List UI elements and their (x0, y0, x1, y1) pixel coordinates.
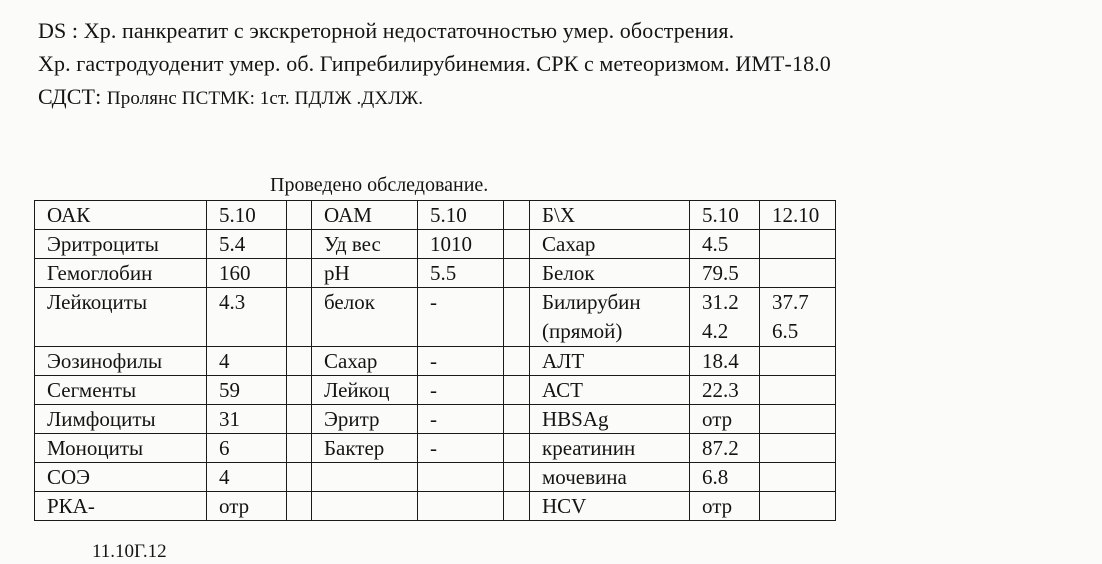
table-cell: 31 (207, 405, 287, 434)
table-cell: Эритроциты (35, 230, 207, 259)
table-cell: АЛТ (530, 347, 690, 376)
table-cell: 22.3 (690, 376, 760, 405)
table-cell: pH (312, 259, 418, 288)
table-cell: отр (207, 492, 287, 521)
table-cell: Эритр (312, 405, 418, 434)
table-cell (312, 463, 418, 492)
diagnosis-line-3-rest: Пролянс ПСТМК: 1ст. ПДЛЖ .ДХЛЖ. (106, 88, 424, 109)
table-cell: отр (690, 405, 760, 434)
table-row (35, 347, 836, 376)
table-cell (287, 259, 312, 288)
table-cell: - (418, 347, 504, 376)
table-cell (287, 230, 312, 259)
table-cell (504, 405, 530, 434)
table-cell (760, 405, 836, 434)
table-cell: 18.4 (690, 347, 760, 376)
table-cell (504, 288, 530, 347)
table-cell: Б\Х (530, 201, 690, 230)
table-cell (760, 434, 836, 463)
table-row (35, 376, 836, 405)
table-row (35, 463, 836, 492)
table-cell: 5.10 (207, 201, 287, 230)
table-cell: креатинин (530, 434, 690, 463)
table-cell: отр (690, 492, 760, 521)
table-cell: HCV (530, 492, 690, 521)
table-cell: Лимфоциты (35, 405, 207, 434)
table-cell (504, 463, 530, 492)
table-cell: Моноциты (35, 434, 207, 463)
table-cell: РКА- (35, 492, 207, 521)
table-cell: 5.4 (207, 230, 287, 259)
table-cell: - (418, 434, 504, 463)
table-caption: Проведено обследование. (270, 174, 489, 196)
table-row (35, 230, 836, 259)
table-cell: Белок (530, 259, 690, 288)
table-cell: 79.5 (690, 259, 760, 288)
table-cell: 59 (207, 376, 287, 405)
table-row (35, 259, 836, 288)
exam-table-body (35, 201, 836, 521)
table-cell: Гемоглобин (35, 259, 207, 288)
table-cell: Билирубин (прямой) (530, 288, 690, 347)
table-cell: 4.5 (690, 230, 760, 259)
table-cell: мочевина (530, 463, 690, 492)
table-cell (504, 347, 530, 376)
table-cell: 5.5 (418, 259, 504, 288)
table-cell: ОАК (35, 201, 207, 230)
table-cell: Уд вес (312, 230, 418, 259)
table-cell: 37.7 6.5 (760, 288, 836, 347)
table-cell (504, 230, 530, 259)
table-cell (287, 463, 312, 492)
table-cell: 6.8 (690, 463, 760, 492)
table-cell: 5.10 (418, 201, 504, 230)
table-cell (287, 405, 312, 434)
cut-off-text: 11.10Г.12 (92, 541, 167, 562)
table-row (35, 288, 836, 347)
table-cell (504, 376, 530, 405)
table-cell: 160 (207, 259, 287, 288)
table-cell: Сахар (530, 230, 690, 259)
table-cell (760, 376, 836, 405)
table-cell: ОАМ (312, 201, 418, 230)
diagnosis-line-3 (38, 84, 423, 110)
table-cell (760, 463, 836, 492)
table-cell: Эозинофилы (35, 347, 207, 376)
table-cell: Лейкоц (312, 376, 418, 405)
table-cell (287, 434, 312, 463)
exam-table (34, 200, 836, 521)
table-cell: 4.3 (207, 288, 287, 347)
table-cell (287, 376, 312, 405)
table-cell: 87.2 (690, 434, 760, 463)
table-cell (312, 492, 418, 521)
table-cell: 4 (207, 463, 287, 492)
table-cell: 5.10 (690, 201, 760, 230)
diagnosis-line-2: Хр. гастродуоденит умер. об. Гипребилирубинемия. СРК с метеоризмом. ИМТ-18.0 (38, 51, 831, 76)
table-row (35, 405, 836, 434)
table-cell (504, 201, 530, 230)
table-cell (760, 230, 836, 259)
table-row (35, 201, 836, 230)
table-cell (287, 492, 312, 521)
table-cell: 31.2 4.2 (690, 288, 760, 347)
table-cell: СОЭ (35, 463, 207, 492)
table-cell: белок (312, 288, 418, 347)
table-cell: Сахар (312, 347, 418, 376)
table-cell: 4 (207, 347, 287, 376)
table-cell: Сегменты (35, 376, 207, 405)
table-cell (760, 347, 836, 376)
table-cell (504, 434, 530, 463)
table-cell: 6 (207, 434, 287, 463)
table-cell (504, 259, 530, 288)
table-cell: HBSAg (530, 405, 690, 434)
table-cell (418, 463, 504, 492)
table-cell (287, 347, 312, 376)
diagnosis-line-1: DS : Хр. панкреатит с экскреторной недостаточностью умер. обострения. (38, 18, 735, 43)
table-cell (760, 492, 836, 521)
table-cell: 12.10 (760, 201, 836, 230)
table-cell (418, 492, 504, 521)
table-cell (760, 259, 836, 288)
table-cell: - (418, 288, 504, 347)
table-cell: - (418, 405, 504, 434)
table-cell (504, 492, 530, 521)
table-cell: Лейкоциты (35, 288, 207, 347)
table-cell (287, 201, 312, 230)
diagnosis-line-3-prefix: СДСТ: (38, 84, 107, 109)
table-row (35, 492, 836, 521)
table-cell: АСТ (530, 376, 690, 405)
table-row (35, 434, 836, 463)
table-cell: Бактер (312, 434, 418, 463)
table-cell: 1010 (418, 230, 504, 259)
table-cell (287, 288, 312, 347)
table-cell: - (418, 376, 504, 405)
